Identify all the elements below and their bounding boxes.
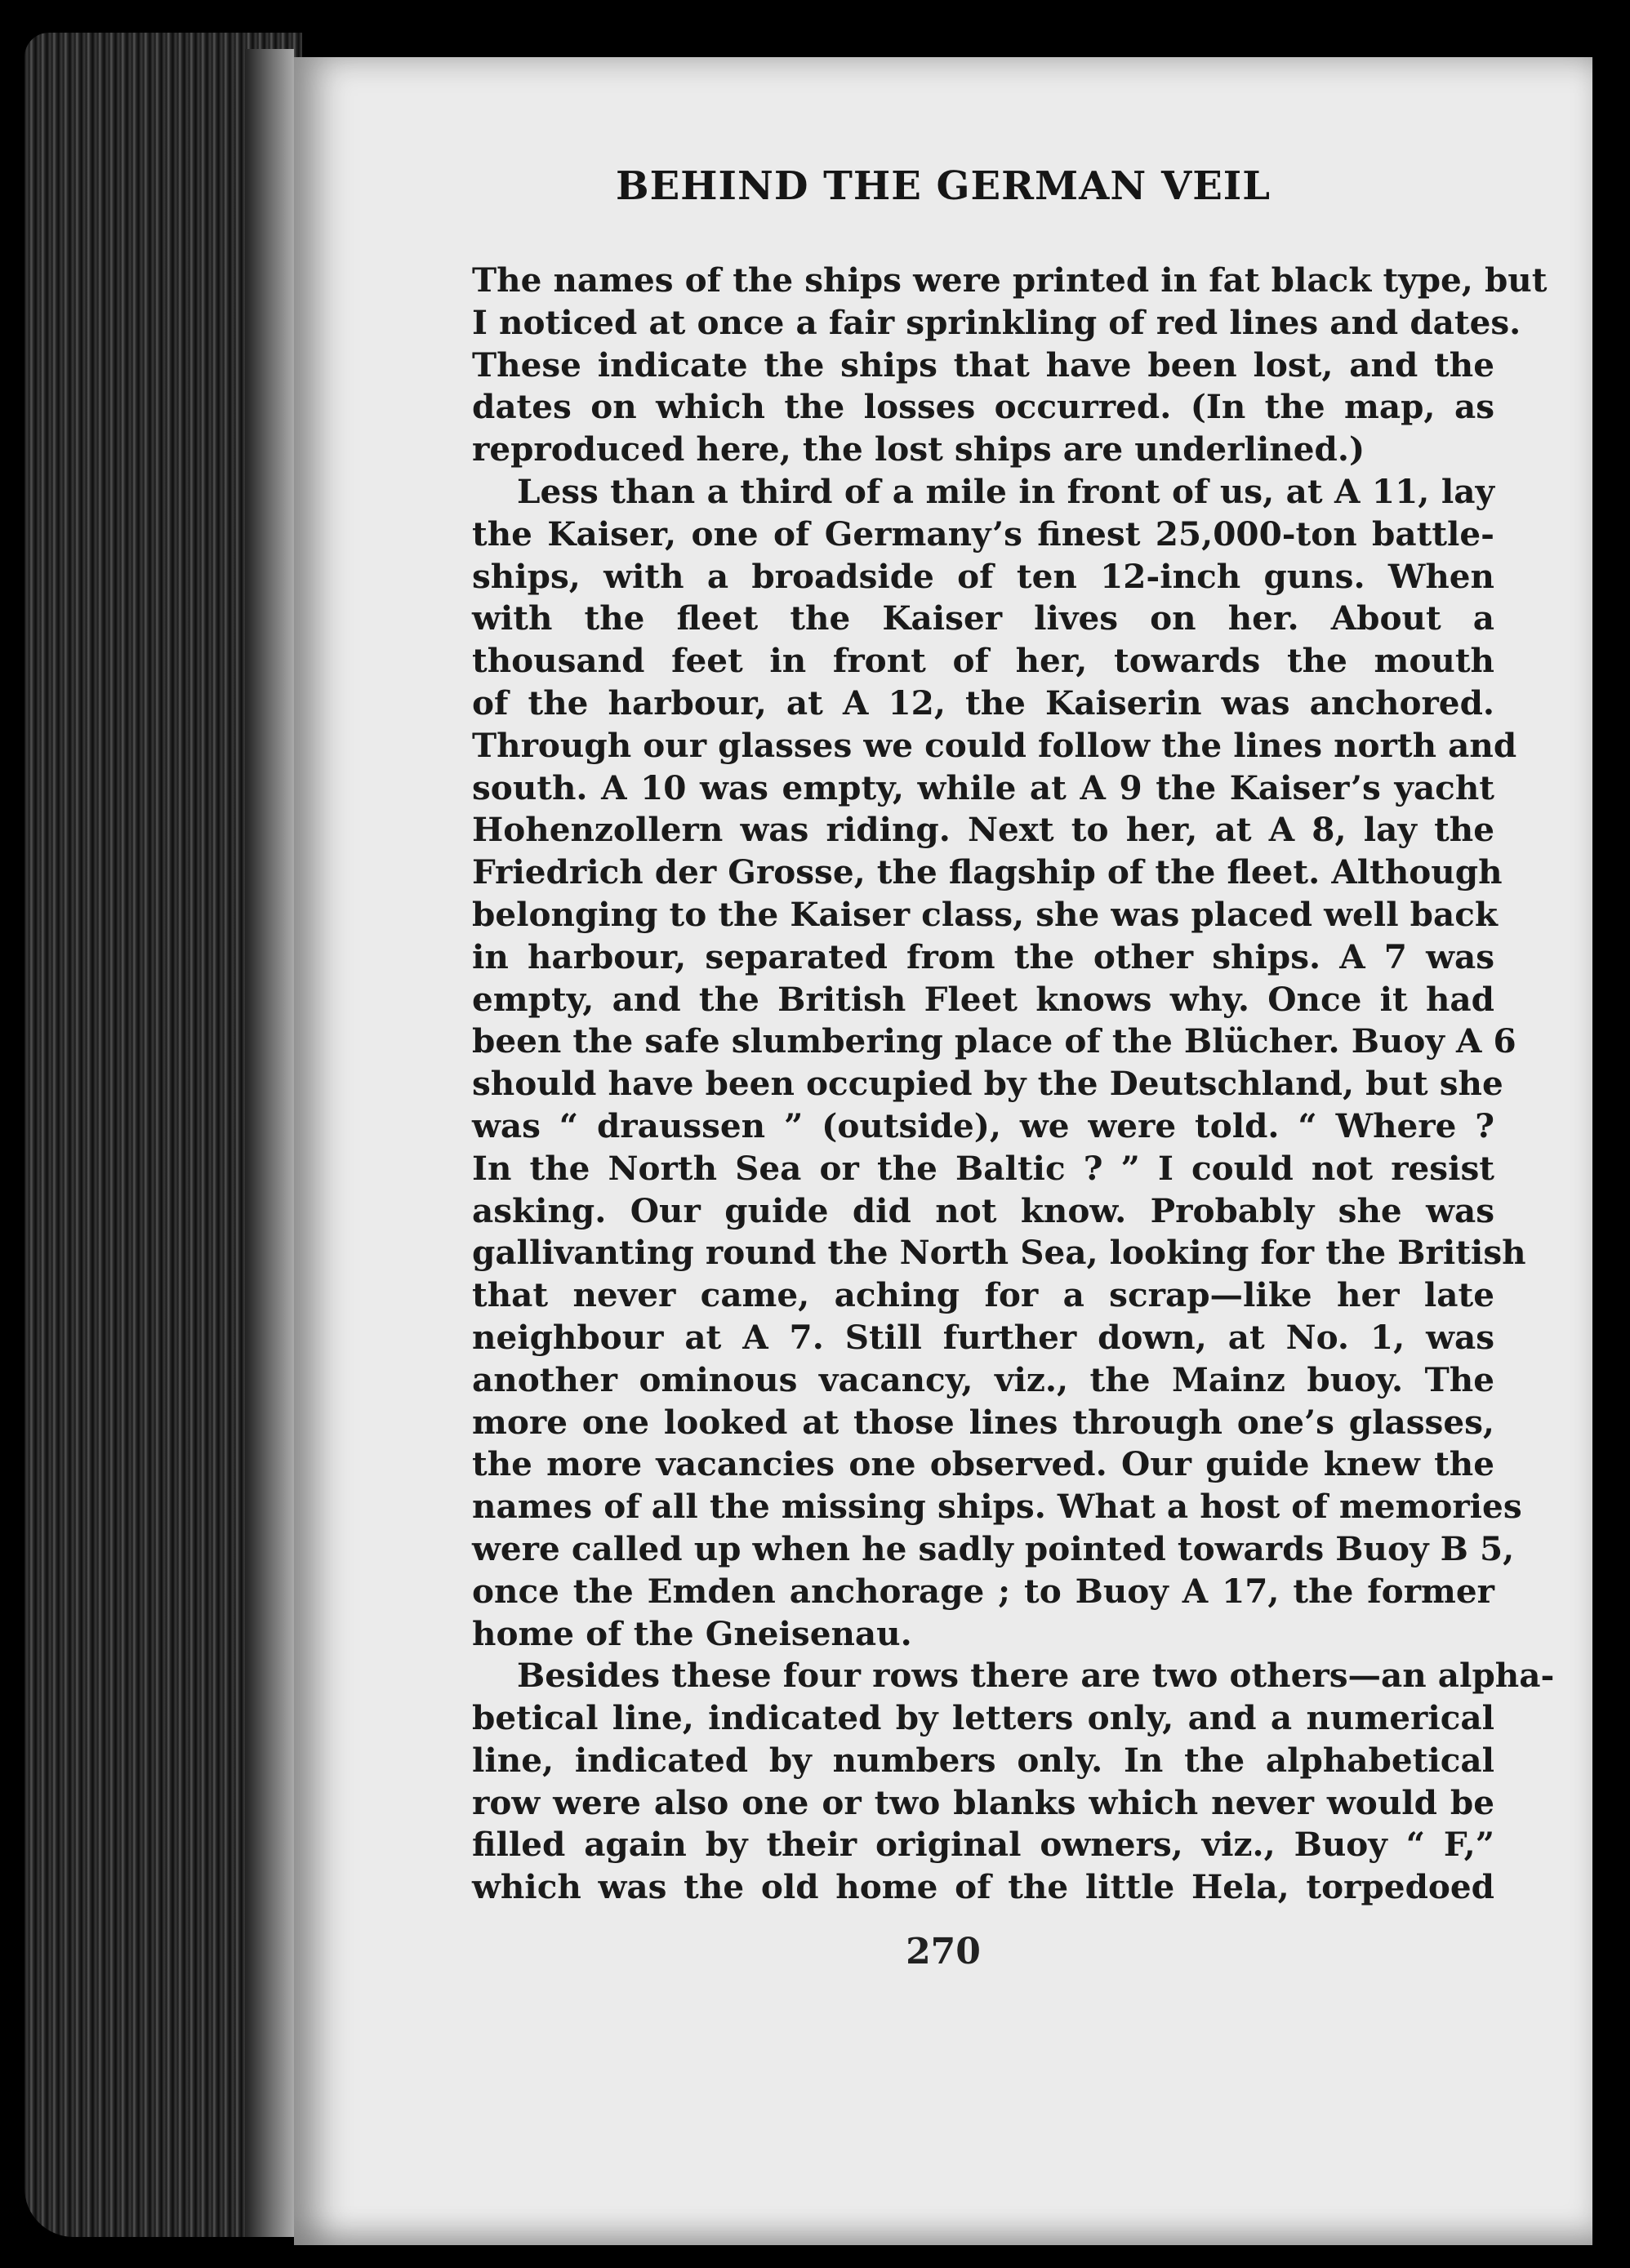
text-line: in harbour, separated from the other ships. A 7 was xyxy=(472,936,1494,976)
body-text xyxy=(472,260,1555,1909)
text-line: with the fleet the Kaiser lives on her. About a xyxy=(472,598,1494,638)
text-line: of the harbour, at A 12, the Kaiserin was anchored. xyxy=(472,683,1494,723)
page-number: 270 xyxy=(906,1931,981,1972)
gutter-shadow xyxy=(245,49,294,2237)
text-line: line, indicated by numbers only. In the alphabetical xyxy=(472,1740,1494,1780)
text-line: filled again by their original owners, viz., Buoy “ F,” xyxy=(472,1825,1494,1865)
text-line: which was the old home of the little Hela, torpedoed xyxy=(472,1867,1494,1907)
text-line: been the safe slumbering place of the Blücher. Buoy A 6 xyxy=(472,1021,1516,1061)
text-line: were called up when he sadly pointed towards Buoy B 5, xyxy=(472,1528,1515,1568)
text-line: neighbour at A 7. Still further down, at No. 1, was xyxy=(472,1317,1494,1357)
text-line: should have been occupied by the Deutschland, but she xyxy=(472,1064,1503,1104)
text-line: home of the Gneisenau. xyxy=(472,1613,912,1653)
text-line: Less than a third of a mile in front of us, at A 11, lay xyxy=(517,471,1494,511)
text-line: betical line, indicated by letters only, and a numerical xyxy=(472,1698,1494,1738)
text-line: the more vacancies one observed. Our guide knew the xyxy=(472,1444,1494,1484)
text-line: belonging to the Kaiser class, she was placed well back xyxy=(472,894,1498,934)
text-line: Friedrich der Grosse, the flagship of the fleet. Although xyxy=(472,852,1503,892)
text-line: the Kaiser, one of Germany’s finest 25,000-ton battle- xyxy=(472,514,1494,554)
running-head: BEHIND THE GERMAN VEIL xyxy=(616,163,1271,209)
text-line: In the North Sea or the Baltic ? ” I could not resist xyxy=(472,1148,1494,1188)
text-line: Through our glasses we could follow the lines north and xyxy=(472,725,1517,765)
text-line: dates on which the losses occurred. (In the map, as xyxy=(472,387,1494,427)
text-line: asking. Our guide did not know. Probably she was xyxy=(472,1190,1494,1230)
text-line: once the Emden anchorage ; to Buoy A 17, the former xyxy=(472,1571,1494,1611)
text-line: I noticed at once a fair sprinkling of red lines and dates. xyxy=(472,302,1521,342)
text-line: reproduced here, the lost ships are underlined.) xyxy=(472,429,1365,469)
text-line: was “ draussen ” (outside), we were told. “ Where ? xyxy=(472,1105,1494,1145)
text-line: ships, with a broadside of ten 12-inch guns. When xyxy=(472,556,1494,596)
text-line: These indicate the ships that have been lost, and the xyxy=(472,345,1494,385)
text-line: Besides these four rows there are two others—an alpha- xyxy=(517,1656,1555,1696)
book-page xyxy=(294,57,1592,2245)
text-line: south. A 10 was empty, while at A 9 the Kaiser’s yacht xyxy=(472,767,1494,807)
text-line: more one looked at those lines through one’s glasses, xyxy=(472,1402,1494,1442)
text-line: gallivanting round the North Sea, looking for the British xyxy=(472,1233,1526,1273)
text-line: names of all the missing ships. What a host of memories xyxy=(472,1487,1522,1527)
text-line: that never came, aching for a scrap—like her late xyxy=(472,1275,1494,1315)
text-line: row were also one or two blanks which never would be xyxy=(472,1782,1494,1822)
text-line: another ominous vacancy, viz., the Mainz buoy. The xyxy=(472,1359,1494,1399)
text-line: thousand feet in front of her, towards the mouth xyxy=(472,641,1494,681)
text-line: empty, and the British Fleet knows why. Once it had xyxy=(472,979,1494,1019)
text-line: Hohenzollern was riding. Next to her, at A 8, lay the xyxy=(472,810,1494,850)
text-line: The names of the ships were printed in fat black type, but xyxy=(472,260,1548,300)
